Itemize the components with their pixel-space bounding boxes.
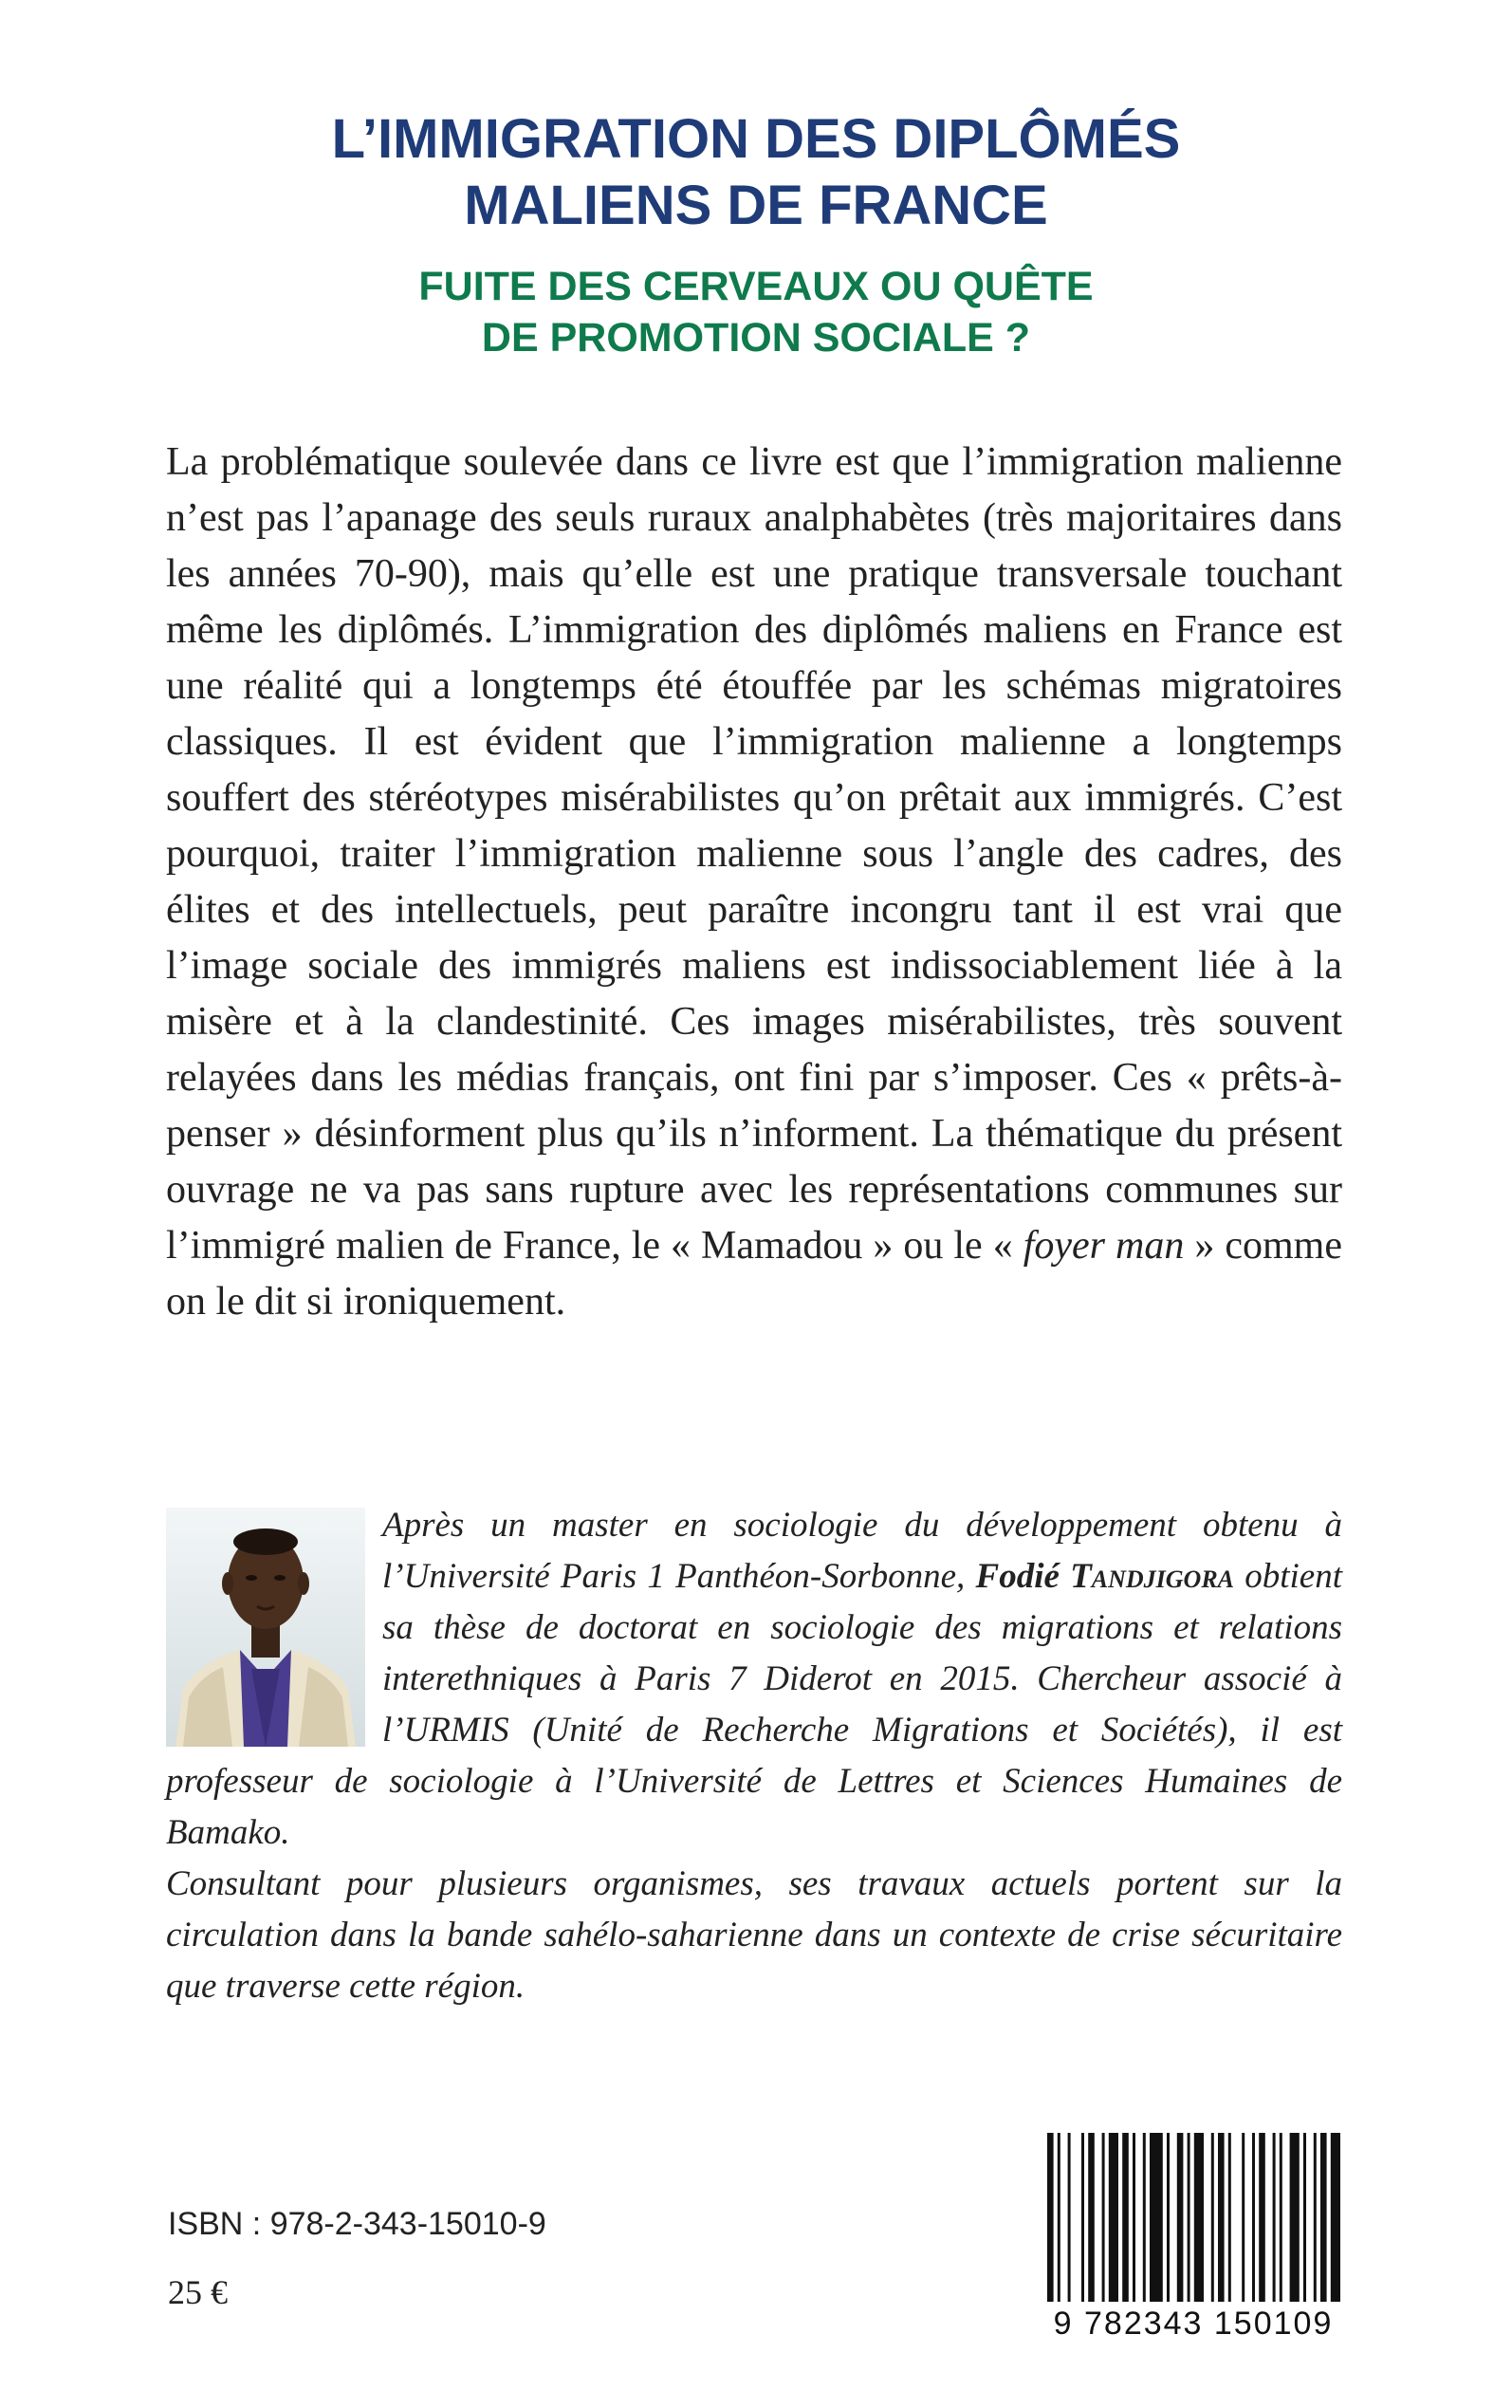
- barcode-bar: [1068, 2133, 1071, 2302]
- barcode-bar: [1228, 2133, 1231, 2302]
- barcode-bar: [1331, 2133, 1340, 2302]
- book-subtitle-line-1: FUITE DES CERVEAUX OU QUÊTE: [418, 264, 1094, 309]
- barcode-bar: [1280, 2133, 1282, 2302]
- barcode-bar: [1088, 2133, 1095, 2302]
- barcode-bar: [1211, 2133, 1214, 2302]
- barcode-bar: [1047, 2133, 1054, 2302]
- barcode-bar: [1188, 2133, 1190, 2302]
- barcode-bar: [1273, 2133, 1276, 2302]
- author-first-name: Fodié: [975, 1557, 1060, 1596]
- summary-emphasis: foyer man: [1023, 1224, 1185, 1268]
- barcode-bar: [1143, 2133, 1146, 2302]
- barcode-bar: [1252, 2133, 1255, 2302]
- summary-text-part-2: » comme on le dit si ironiquement.: [166, 1224, 1342, 1324]
- book-title: [0, 106, 1512, 239]
- author-bio: [166, 1500, 1342, 2012]
- book-title-line-1: L’IMMIGRATION DES DIPLÔMÉS: [331, 108, 1181, 170]
- isbn-text: ISBN : 978-2-343-15010-9: [168, 2206, 546, 2242]
- book-title-line-2: MALIENS DE FRANCE: [464, 175, 1048, 236]
- author-photo: [166, 1508, 365, 1747]
- barcode-bar: [1194, 2133, 1204, 2302]
- barcode-bar: [1177, 2133, 1184, 2302]
- author-name: [976, 1557, 1234, 1596]
- barcode-bar: [1133, 2133, 1135, 2302]
- barcode-bar: [1259, 2133, 1265, 2302]
- author-last-name: Tandjigora: [1070, 1557, 1235, 1596]
- barcode-bar: [1314, 2133, 1317, 2302]
- barcode-bar: [1242, 2133, 1245, 2302]
- barcode-bar: [1102, 2133, 1105, 2302]
- price-text: 25 €: [168, 2273, 228, 2311]
- author-bio-paragraph-2: Consultant pour plusieurs organismes, ses travaux actuels portent sur la circulation dans la bande sahélo-saharienne dans un contexte de crise sécuritaire que traverse cette région.: [166, 1864, 1342, 2006]
- barcode-bar: [1058, 2133, 1060, 2302]
- barcode-bar: [1081, 2133, 1084, 2302]
- barcode-digits: 9 782343 150109: [1032, 2306, 1355, 2343]
- barcode-bar: [1320, 2133, 1327, 2302]
- barcode-bar: [1109, 2133, 1118, 2302]
- summary-text-part-1: La problématique soulevée dans ce livre est que l’immigration malienne n’est pas l’apanage des seuls ruraux analphabètes (très majoritaires dans les années 70-90), mais qu’elle est une pratique transversale touchant même les diplômés. L’immigration des diplômés maliens en France est une réalité qui a longtemps été étouffée par les schémas migratoires classiques. Il est évident que l’immigration malienne a longtemps souffert des stéréotypes misérabilistes qu’on prêtait aux immigrés. C’est pourquoi, traiter l’immigration malienne sous l’angle des cadres, des élites et des intellectuels, peut paraître incongru tant il est vrai que l’image sociale des immigrés maliens est indissociablement liée à la misère et à la clandestinité. Ces images misérabilistes, très souvent relayées dans les médias français, ont fini par s’imposer. Ces « prêts-à-penser » désinforment plus qu’ils n’informent. La thématique du présent ouvrage ne va pas sans rupture avec les représentations communes sur l’immigré malien de France, le « Mamadou » ou le «: [166, 440, 1342, 1268]
- barcode-bar: [1150, 2133, 1163, 2302]
- book-subtitle-line-2: DE PROMOTION SOCIALE ?: [481, 315, 1031, 361]
- barcode-bar: [1303, 2133, 1306, 2302]
- barcode-bar: [1290, 2133, 1300, 2302]
- book-summary: [166, 435, 1342, 1330]
- author-portrait-image: [166, 1508, 365, 1747]
- barcode-bar: [1218, 2133, 1225, 2302]
- barcode-bar: [1122, 2133, 1129, 2302]
- author-bio-rest: obtient sa thèse de doctorat en sociologie des migrations et relations interethniques à Paris 7 Diderot en 2015. Chercheur associé à l’URMIS (Unité de Recherche Migrations et Sociétés), il est professeur de sociologie à l’Université de Lettres et Sciences Humaines de Bamako.: [166, 1557, 1343, 1852]
- book-subtitle: [0, 261, 1512, 363]
- author-bio-intro: Après un master en sociologie du développement obtenu à l’Université Paris 1 Panthéon-Sorbonne,: [382, 1506, 1342, 1596]
- barcode-bar: [1167, 2133, 1170, 2302]
